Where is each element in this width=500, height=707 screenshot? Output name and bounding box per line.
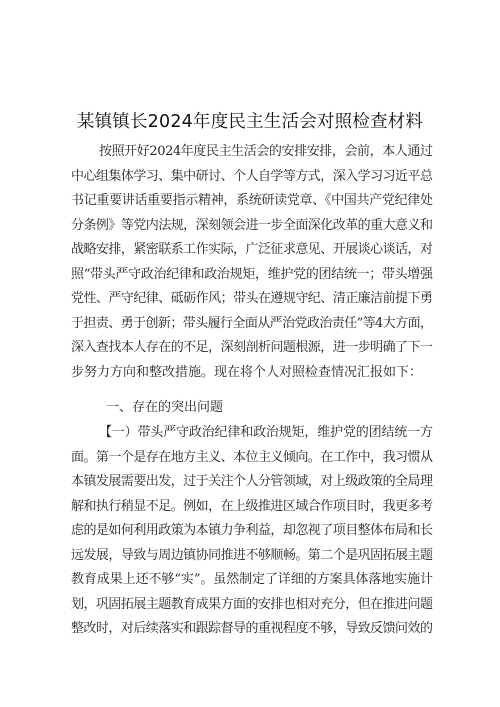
section-line: 远发展，导致与周边镇协同推进不够顺畅。第二个是巩固拓展主题 [71, 548, 433, 563]
intro-line: 战略安排，紧密联系工作实际，广泛征求意见、开展谈心谈话，对 [71, 242, 433, 257]
intro-line: 党性、严守纪律、砥砺作风；带头在遵规守纪、清正廉洁前提下勇 [71, 291, 433, 306]
intro-line: 书记重要讲话重要指示精神，系统研读党章、《中国共产党纪律处 [71, 193, 433, 208]
section-line: 本镇发展需要出发，过于关注个人分管领域，对上级政策的全局理 [71, 474, 433, 489]
section-line: 解和执行稍显不足。例如，在上级推进区域合作项目时，我更多考 [71, 499, 433, 514]
intro-line: 步努力方向和整改措施。现在将个人对照检查情况汇报如下： [71, 365, 423, 380]
intro-line: 按照开好2024年度民主生活会的安排安排，会前，本人通过 [99, 144, 433, 159]
section-line: 划，巩固拓展主题教育成果方面的安排也相对充分，但在推进问题 [71, 597, 433, 612]
section-line: 整改时，对后续落实和跟踪督导的重视程度不够，导致反馈问效的 [71, 621, 433, 636]
intro-line: 深入查找本人存在的不足，深刻剖析问题根源，进一步明确了下一 [71, 340, 433, 355]
section-line: 教育成果上还不够“实”。虽然制定了详细的方案具体落地实施计 [71, 572, 433, 587]
section-line: 【一）带头严守政治纪律和政治规矩，维护党的团结统一方 [99, 425, 433, 440]
intro-line: 中心组集体学习、集中研讨、个人自学等方式，深入学习习近平总 [71, 169, 433, 184]
document-title: 某镇镇长2024年度民主生活会对照检查材料 [76, 112, 424, 132]
intro-line: 于担责、勇于创新；带头履行全面从严治党政治责任”等4大方面， [71, 316, 433, 331]
section-line: 虑的是如何利用政策为本镇力争利益，却忽视了项目整体布局和长 [71, 523, 433, 538]
section-line: 面。第一个是存在地方主义、本位主义倾向。在工作中，我习惯从 [71, 450, 433, 465]
section-heading: 一、存在的突出问题 [106, 400, 224, 415]
intro-line: 分条例》等党内法规，深刻领会进一步全面深化改革的重大意义和 [71, 218, 433, 233]
intro-line: 照“带头严守政治纪律和政治规矩，维护党的团结统一；带头增强 [71, 267, 433, 282]
